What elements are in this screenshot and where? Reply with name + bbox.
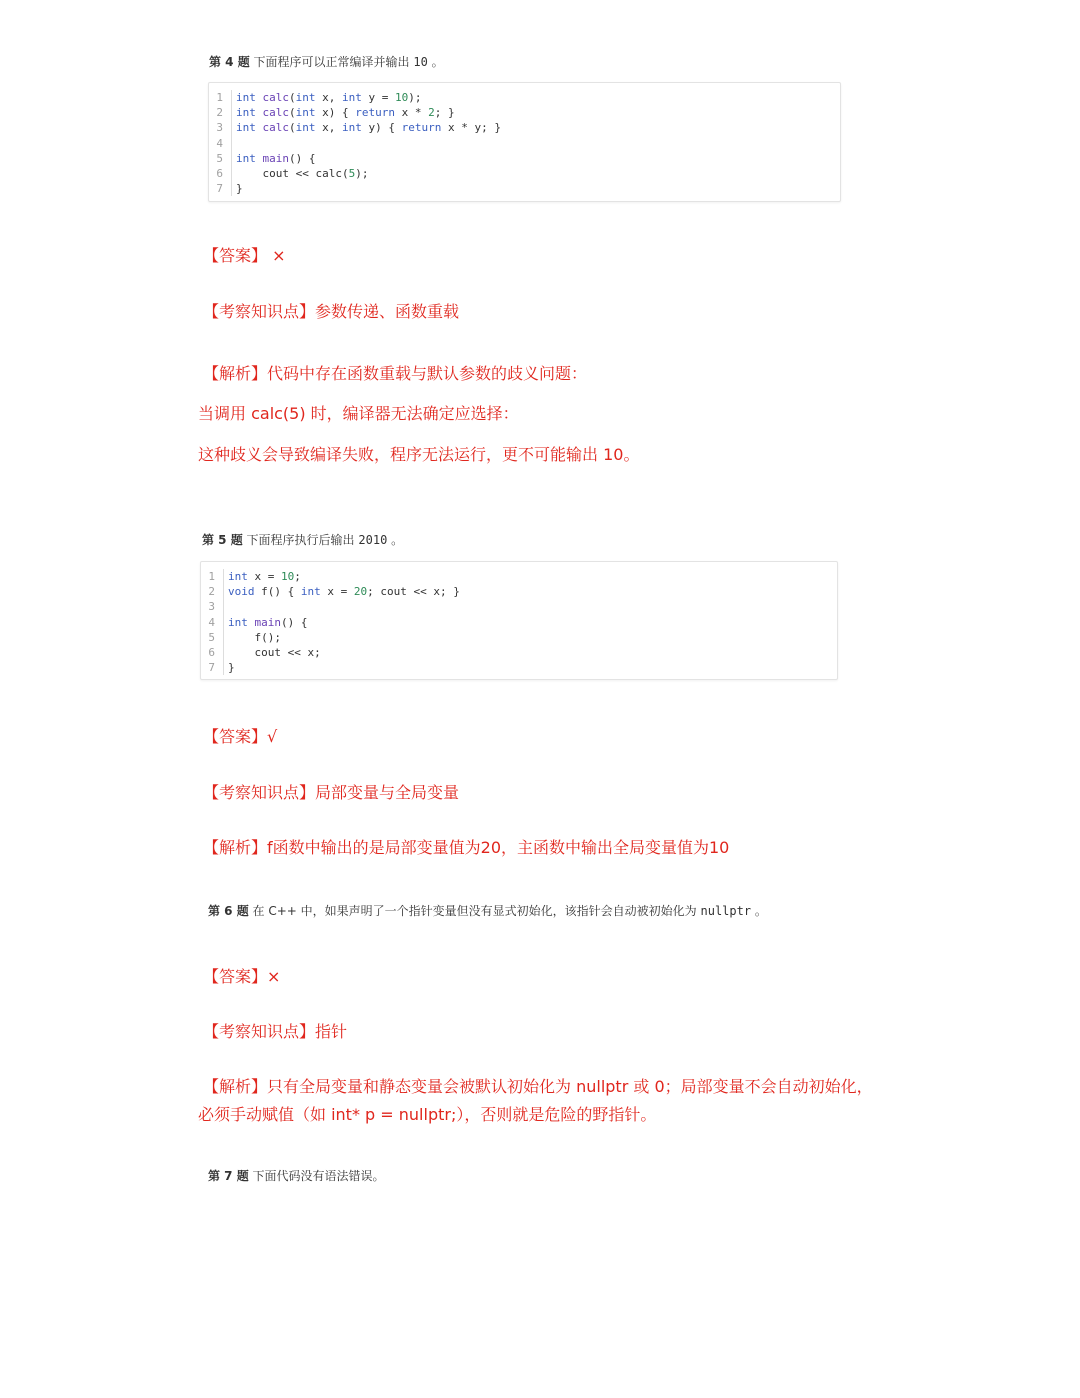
code-text: f(); [223,630,281,645]
line-number: 3 [208,600,215,614]
line-number: 7 [208,661,215,675]
code-line [201,630,837,645]
code-line [201,645,837,660]
question-number: 第 4 题 [209,55,250,69]
line-number: 1 [216,91,223,104]
question-value: 2010 [358,533,388,547]
code-text: int main() { [231,151,316,166]
question-end: 。 [754,904,767,918]
question-4-title [209,53,444,70]
line-number: 1 [208,570,215,583]
question-6-title [208,902,767,919]
code-line [201,660,837,675]
question-value: 10 [413,55,428,69]
code-line [201,599,837,614]
knowledge-q4: 【考察知识点】参数传递、函数重载 [203,302,460,321]
code-text: int calc(int x) { return x * 2; } [231,105,455,120]
code-text: void f() { int x = 20; cout << x; } [223,584,460,599]
code-text: int calc(int x, int y = 10); [231,90,422,105]
line-number: 2 [208,585,215,599]
code-line [209,136,840,151]
analysis-q4-line-3: 这种歧义会导致编译失败，程序无法运行，更不可能输出 10。 [198,445,640,464]
analysis-q4-line-2: 当调用 calc(5) 时，编译器无法确定应选择： [198,404,519,423]
question-value: nullptr [700,904,752,918]
question-text: 下面程序可以正常编译并输出 [253,55,410,69]
code-text [231,136,243,151]
code-line [201,615,837,630]
code-line [209,105,840,120]
code-line [201,569,837,584]
question-7-title [208,1167,385,1184]
answer-q4: 【答案】 × [203,246,286,265]
code-text: } [223,660,235,675]
code-text: } [231,181,243,196]
line-number: 5 [208,630,215,644]
answer-q5: 【答案】√ [203,727,278,746]
question-number: 第 7 题 [208,1169,249,1183]
analysis-q6-line-1: 【解析】只有全局变量和静态变量会被默认初始化为 nullptr 或 0；局部变量不会自动初始化， [203,1077,873,1096]
code-text [223,599,235,614]
code-line [201,584,837,599]
line-number: 5 [216,151,223,165]
question-text: 在 C++ 中，如果声明了一个指针变量但没有显式初始化，该指针会自动被初始化为 [252,904,697,918]
line-number: 4 [216,136,223,150]
code-text: cout << x; [223,645,321,660]
line-number: 6 [208,645,215,659]
code-line [209,90,840,105]
code-line [209,181,840,196]
code-text: int x = 10; [223,569,301,584]
code-text: int main() { [223,615,308,630]
line-number: 3 [216,121,223,135]
analysis-q4-line-1: 【解析】代码中存在函数重载与默认参数的歧义问题： [203,364,588,383]
code-line [209,166,840,181]
question-number: 第 5 题 [202,533,243,547]
line-number: 4 [208,615,215,629]
line-number: 2 [216,106,223,120]
code-line [209,120,840,135]
code-line [209,151,840,166]
line-number: 7 [216,182,223,196]
code-block-q5 [200,561,838,680]
code-block-q4 [208,82,841,202]
analysis-q6-line-2: 必须手动赋值（如 int* p = nullptr;），否则就是危险的野指针。 [198,1105,657,1124]
line-number: 6 [216,166,223,180]
code-text: cout << calc(5); [231,166,368,181]
question-5-title [202,531,403,548]
question-end: 。 [431,55,444,69]
question-text: 下面程序执行后输出 [246,533,355,547]
code-text: int calc(int x, int y) { return x * y; } [231,120,501,135]
question-end: 。 [391,533,404,547]
question-text: 下面代码没有语法错误。 [252,1169,385,1183]
question-number: 第 6 题 [208,904,249,918]
answer-q6: 【答案】× [203,967,281,986]
knowledge-q5: 【考察知识点】局部变量与全局变量 [203,783,460,802]
knowledge-q6: 【考察知识点】指针 [203,1022,348,1041]
analysis-q5-line-1: 【解析】f函数中输出的是局部变量值为20，主函数中输出全局变量值为10 [203,838,730,857]
